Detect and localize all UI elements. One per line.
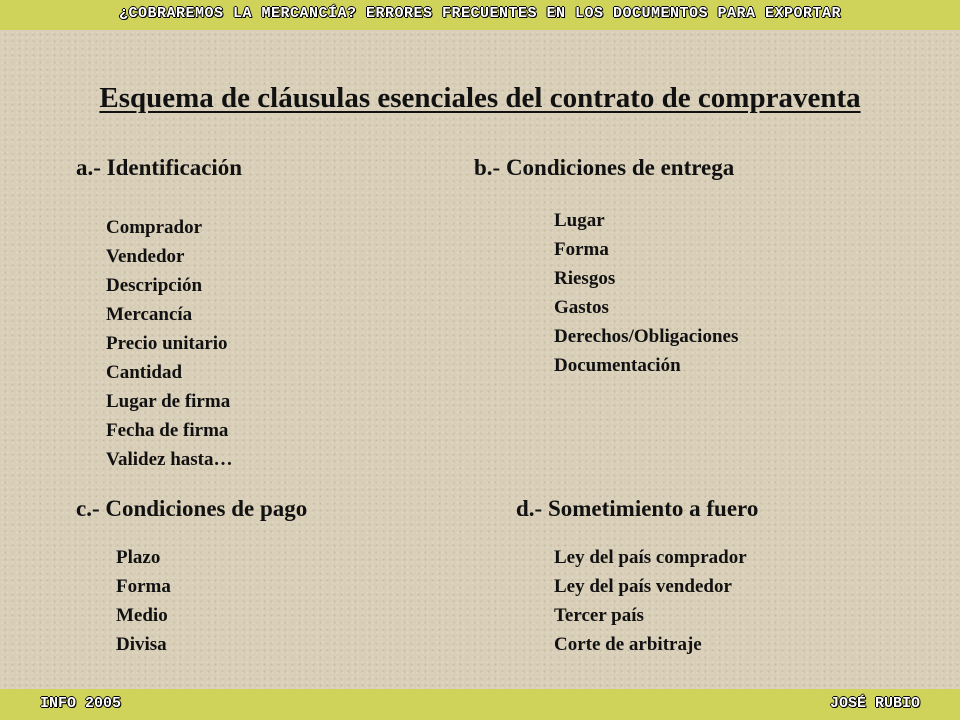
section-heading-sometimiento-fuero: d.- Sometimiento a fuero: [516, 496, 759, 521]
list-item: Medio: [116, 605, 168, 626]
list-item: Lugar de firma: [106, 391, 231, 412]
list-item: Fecha de firma: [106, 420, 229, 441]
list-condiciones-entrega: [554, 206, 738, 380]
header-bar: [0, 0, 960, 30]
list-item: Gastos: [554, 297, 609, 318]
list-item: Riesgos: [554, 268, 616, 289]
footer-bar: [0, 689, 960, 720]
list-item: Divisa: [116, 634, 167, 655]
list-item: Descripción: [106, 275, 203, 296]
list-item: Ley del país comprador: [554, 547, 747, 568]
list-item: Derechos/Obligaciones: [554, 326, 739, 347]
list-item: Comprador: [106, 217, 203, 238]
list-item: Lugar: [554, 210, 605, 231]
list-condiciones-pago: [116, 543, 171, 659]
footer-author: JOSÉ RUBIO: [829, 695, 920, 712]
header-title: ¿COBRAREMOS LA MERCANCÍA? ERRORES FRECUENTES EN LOS DOCUMENTOS PARA EXPORTAR: [118, 5, 842, 22]
section-heading-identificacion: a.- Identificación: [76, 155, 243, 180]
list-item: Validez hasta…: [106, 449, 233, 470]
list-item: Documentación: [554, 355, 681, 376]
list-item: Cantidad: [106, 362, 183, 383]
list-item: Forma: [116, 576, 171, 597]
list-item: Corte de arbitraje: [554, 634, 702, 655]
list-item: Forma: [554, 239, 609, 260]
slide-title: Esquema de cláusulas esenciales del contrato de compraventa: [99, 82, 861, 114]
list-item: Tercer país: [554, 605, 644, 626]
list-identificacion: [106, 213, 233, 474]
list-item: Plazo: [116, 547, 161, 568]
footer-left-text: INFO 2005: [40, 695, 122, 712]
list-item: Vendedor: [106, 246, 185, 267]
list-item: Precio unitario: [106, 333, 228, 354]
list-item: Mercancía: [106, 304, 193, 325]
section-heading-condiciones-entrega: b.- Condiciones de entrega: [474, 155, 735, 180]
list-item: Ley del país vendedor: [554, 576, 732, 597]
section-heading-condiciones-pago: c.- Condiciones de pago: [76, 496, 308, 521]
list-sometimiento-fuero: [554, 543, 747, 659]
